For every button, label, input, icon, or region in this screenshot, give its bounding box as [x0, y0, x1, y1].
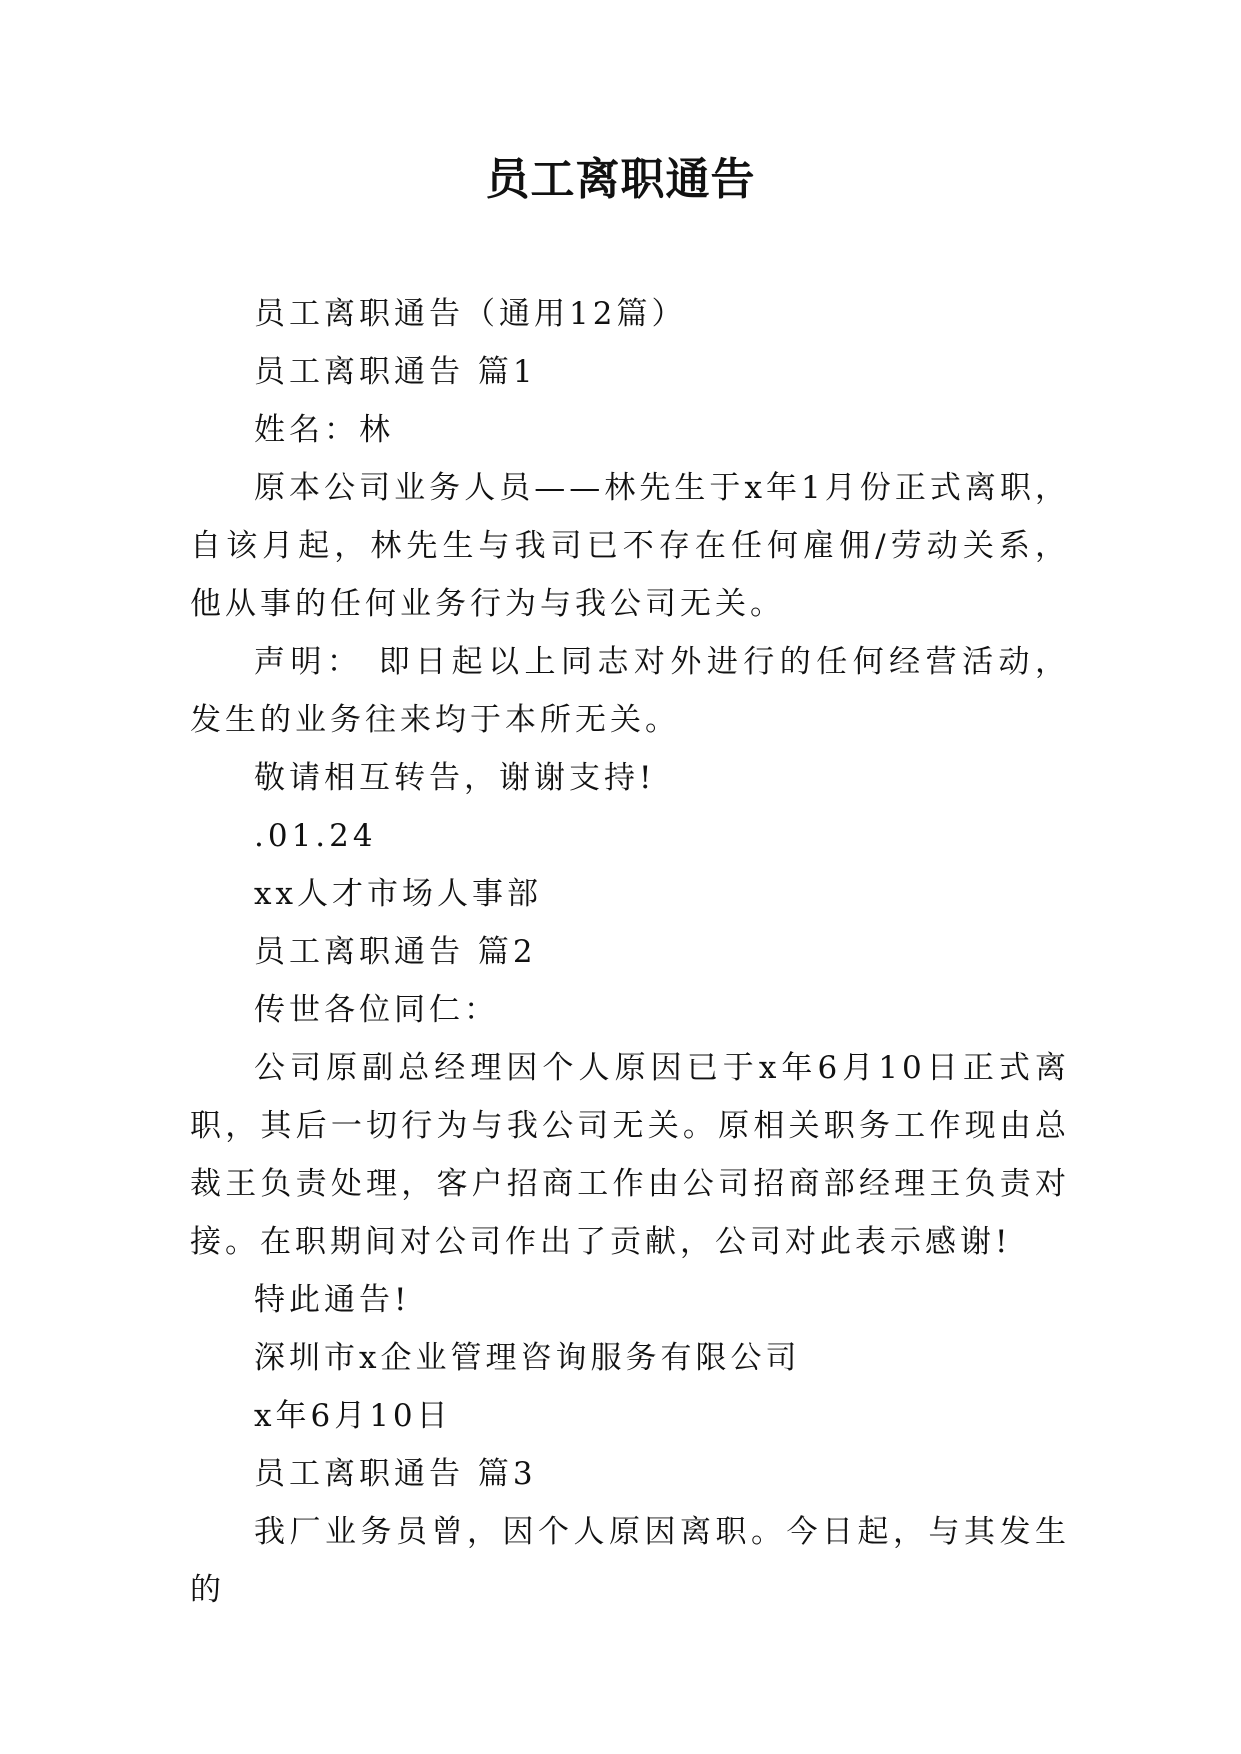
signature-line: 深圳市x企业管理咨询服务有限公司	[254, 1340, 801, 1376]
closing-line: 特此通告!	[254, 1282, 411, 1318]
date-line: x年6月10日	[254, 1398, 452, 1434]
closing-line: 敬请相互转告，谢谢支持!	[254, 760, 656, 796]
section-heading-2: 员工离职通告 篇2	[254, 934, 537, 970]
collection-heading: 员工离职通告（通用12篇）	[254, 296, 687, 332]
name-line: 姓名：林	[254, 412, 394, 448]
salutation-line: 传世各位同仁：	[254, 992, 499, 1028]
date-line: .01.24	[254, 818, 377, 854]
notice-paragraph: 原本公司业务人员——林先生于x年1月份正式离职，自该月起，林先生与我司已不存在任何雇佣/劳动关系，他从事的任何业务行为与我公司无关。	[190, 470, 1070, 622]
section-heading-1: 员工离职通告 篇1	[254, 354, 537, 390]
signature-line: xx人才市场人事部	[254, 876, 542, 912]
document-body	[190, 285, 1070, 1619]
declaration-paragraph: 声明： 即日起以上同志对外进行的任何经营活动，发生的业务往来均于本所无关。	[190, 644, 1070, 738]
document-title: 员工离职通告	[485, 154, 756, 205]
section-heading-3: 员工离职通告 篇3	[254, 1456, 537, 1492]
notice-paragraph: 我厂业务员曾，因个人原因离职。今日起，与其发生的	[190, 1514, 1070, 1608]
notice-paragraph: 公司原副总经理因个人原因已于x年6月10日正式离职，其后一切行为与我公司无关。原相关职务工作现由总裁王负责处理，客户招商工作由公司招商部经理王负责对接。在职期间对公司作出了贡献，公司对此表示感谢!	[190, 1050, 1070, 1260]
